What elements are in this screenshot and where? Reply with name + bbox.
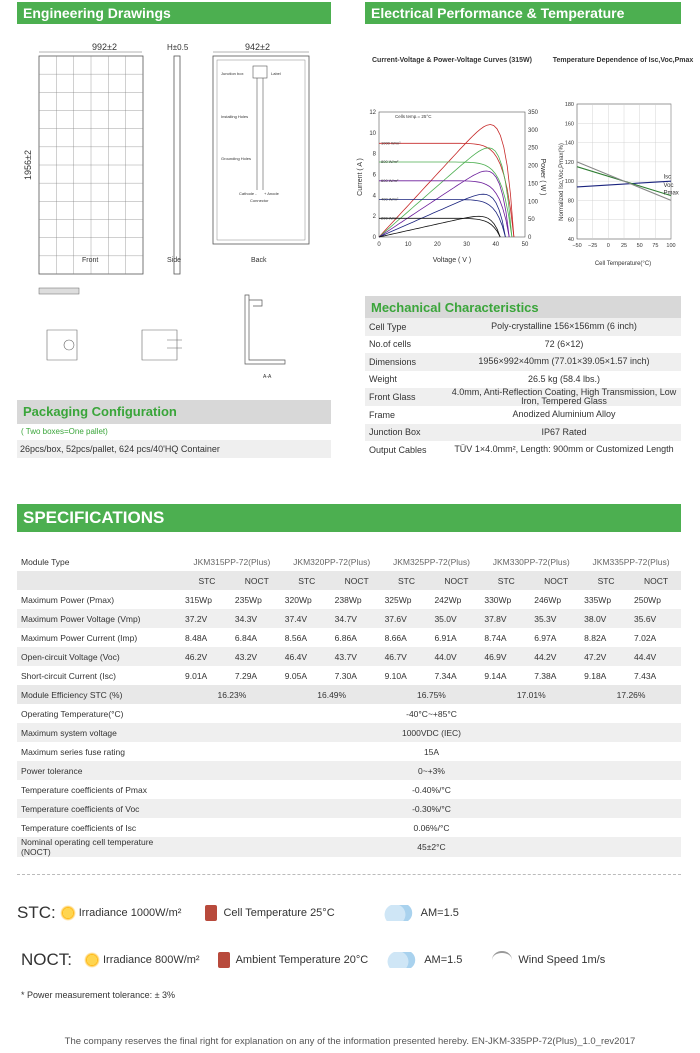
stc-col: STC (581, 571, 631, 590)
side-label: Side (167, 257, 182, 264)
depth-dimension: H±0.5 (167, 43, 189, 52)
mech-key: Frame (369, 409, 396, 420)
mech-row (365, 371, 681, 389)
spec-value: 9.14A (484, 670, 507, 681)
efficiency-value: 17.26% (581, 685, 681, 704)
spec-value: 7.34A (434, 670, 457, 681)
spec-key: Maximum Power Current (Imp) (21, 632, 138, 643)
mech-value: Poly-crystalline 156×156mm (6 inch) (447, 318, 681, 336)
mech-value: IP67 Rated (447, 424, 681, 442)
spec-value: 238Wp (334, 594, 362, 605)
junction-box-label: Junction box (221, 71, 244, 76)
spec-key: Maximum Power Voltage (Vmp) (17, 609, 182, 628)
mech-key: Output Cables (369, 444, 427, 455)
specifications-table (17, 552, 681, 857)
spec-value: 37.6V (382, 609, 432, 628)
iv-y-left-label: Current ( A ) (357, 158, 364, 196)
spec-value: 9.18A (584, 670, 607, 681)
spec-value: 8.66A (384, 632, 407, 643)
specifications-header: SPECIFICATIONS (17, 504, 681, 532)
irradiance-label: 600 W/m² (381, 177, 399, 183)
spec-value: 43.2V (232, 647, 282, 666)
spec-value: 8.56A (284, 632, 307, 643)
mech-row (365, 336, 681, 354)
stc-am: AM=1.5 (420, 907, 459, 919)
temp-y-tick: 40 (567, 237, 574, 243)
spec-value: 44.2V (531, 647, 581, 666)
spec-common-value: -0.40%/°C (412, 784, 451, 795)
mech-key: No.of cells (369, 339, 412, 350)
spec-common-value: 0.06%/°C (413, 822, 450, 833)
model-name: JKM315PP-72(Plus) (193, 556, 271, 567)
mechanical-table (365, 318, 681, 459)
spec-value: 9.05A (284, 670, 307, 681)
spec-value: 9.10A (384, 670, 407, 681)
mech-value: 26.5 kg (58.4 lbs.) (527, 373, 601, 384)
iv-y-right-tick: 350 (528, 110, 539, 116)
noct-col: NOCT (531, 571, 581, 590)
height-dimension: 1956±2 (23, 150, 33, 180)
mech-value: 1956×992×40mm (77.01×39.05×1.57 inch) (447, 353, 681, 371)
irradiance-label: 200 W/m² (381, 215, 399, 221)
spec-value: 35.0V (431, 609, 481, 628)
temp-y-tick: 100 (564, 179, 574, 186)
spec-common-value: 45±2°C (182, 837, 681, 857)
spec-common-row (17, 742, 681, 761)
spec-common-row (17, 799, 681, 818)
temp-series-label: Pmax (663, 190, 679, 197)
noct-col: NOCT (631, 571, 681, 590)
iv-y-right-tick: 150 (528, 181, 539, 188)
mech-row (365, 388, 681, 406)
temp-x-tick: 25 (620, 243, 628, 249)
noct-am: AM=1.5 (424, 954, 463, 966)
spec-value: 34.7V (332, 609, 382, 628)
spec-value: 35.3V (531, 609, 581, 628)
iv-y-left-tick: 4 (372, 193, 376, 200)
stc-conditions (17, 903, 459, 923)
efficiency-value: 16.75% (382, 685, 482, 704)
footer-disclaimer: The company reserves the final right for explanation on any of the information presented hereby. EN-JKM-335PP-72(Plus)_1.0_rev2017 (64, 1036, 636, 1047)
cloud-icon (383, 905, 413, 921)
stc-col: STC (382, 571, 432, 590)
mech-row (365, 441, 681, 459)
spec-value: 242Wp (434, 594, 462, 605)
mech-key: Junction Box (365, 424, 447, 442)
mech-key: Dimensions (365, 353, 447, 371)
spec-common-row (17, 704, 681, 723)
spec-value: 38.0V (581, 609, 631, 628)
spec-value: 9.01A (185, 670, 208, 681)
iv-y-left-tick: 12 (369, 110, 376, 116)
iv-y-left-tick: 6 (372, 172, 376, 179)
cathode-label: Cathode - (239, 191, 257, 196)
noct-conditions (21, 950, 605, 970)
iv-x-label: Voltage ( V ) (432, 257, 472, 264)
model-name: JKM325PP-72(Plus) (392, 556, 470, 567)
iv-y-left-tick: 2 (372, 214, 376, 221)
spec-value: 7.38A (534, 670, 557, 681)
spec-value: 7.43A (634, 670, 657, 681)
spec-value: 44.4V (631, 647, 681, 666)
mech-row (365, 406, 681, 424)
engineering-drawings (17, 30, 331, 400)
spec-common-value: 15A (423, 746, 440, 757)
engineering-drawings-header: Engineering Drawings (17, 2, 331, 24)
iv-y-left-tick: 0 (372, 235, 376, 241)
spec-value: 8.74A (484, 632, 507, 643)
spec-key: Nominal operating cell temperature (NOCT) (17, 837, 182, 857)
packaging-note: ( Two boxes=One pallet) (21, 427, 108, 436)
iv-x-tick: 40 (492, 242, 500, 248)
label-callout: Label (271, 71, 281, 76)
spec-common-row (17, 761, 681, 780)
efficiency-value: 17.01% (481, 685, 581, 704)
spec-value: 250Wp (634, 594, 661, 605)
mech-value: TÜV 1×4.0mm², Length: 900mm or Customized Length (454, 444, 674, 455)
spec-value: 7.02A (634, 632, 657, 643)
spec-key: Maximum system voltage (17, 723, 182, 742)
thermometer-icon (205, 905, 217, 921)
spec-key: Temperature coefficients of Voc (17, 799, 182, 818)
noct-col: NOCT (431, 571, 481, 590)
iv-y-right-tick: 300 (528, 127, 539, 134)
thermometer-icon (218, 952, 230, 968)
temperature-dependence-chart (552, 52, 694, 267)
spec-row (17, 647, 681, 666)
spec-value: 6.97A (534, 632, 557, 643)
spec-value: 325Wp (384, 594, 412, 605)
spec-value: 246Wp (534, 594, 562, 605)
spec-key: Power tolerance (17, 761, 182, 780)
stc-col: STC (282, 571, 332, 590)
temp-x-tick: 100 (666, 243, 676, 249)
frame-detail (39, 288, 285, 380)
spec-value: 7.29A (234, 670, 258, 681)
tolerance-text: Power measurement tolerance: ± 3% (27, 990, 176, 1000)
spec-value: 46.4V (282, 647, 332, 666)
stc-cell-temp: Cell Temperature 25°C (223, 907, 335, 919)
temp-y-tick: 60 (567, 217, 574, 224)
iv-y-right-tick: 200 (528, 163, 539, 170)
model-name: JKM335PP-72(Plus) (592, 556, 670, 567)
temp-series-label: Isc (663, 174, 672, 181)
iv-y-right-tick: 0 (528, 235, 532, 241)
spec-value: 6.91A (434, 632, 457, 643)
spec-value: 46.7V (382, 647, 432, 666)
spec-value: 8.48A (185, 632, 208, 643)
back-width-dimension: 942±2 (245, 42, 270, 52)
spec-common-value: 0~+3% (182, 761, 681, 780)
iv-y-left-tick: 10 (369, 130, 376, 137)
spec-key: Maximum series fuse rating (21, 746, 125, 757)
spec-row (17, 609, 681, 628)
noct-irradiance: Irradiance 800W/m² (103, 954, 200, 966)
spec-value: 37.2V (182, 609, 232, 628)
sun-icon (60, 905, 76, 921)
spec-value: 335Wp (584, 594, 612, 605)
efficiency-row (17, 685, 681, 704)
spec-value: 46.2V (182, 647, 232, 666)
temp-x-tick: −50 (572, 243, 582, 249)
section-label: A-A (263, 374, 272, 380)
back-view (213, 42, 309, 264)
iv-x-tick: 10 (404, 242, 412, 248)
iv-x-tick: 0 (377, 242, 381, 248)
temp-y-tick: 120 (564, 159, 574, 166)
efficiency-value: 16.23% (182, 685, 282, 704)
iv-chart-title: Current-Voltage & Power-Voltage Curves (315W) (372, 57, 532, 64)
temp-y-tick: 140 (564, 140, 574, 147)
stc-col: STC (481, 571, 531, 590)
model-name: JKM330PP-72(Plus) (492, 556, 570, 567)
mech-value: Anodized Aluminium Alloy (512, 409, 616, 420)
spec-common-value: -0.30%/°C (182, 799, 681, 818)
back-label: Back (251, 257, 267, 264)
temp-y-label: Normalized Isc,Voc,Pmax(%) (559, 143, 565, 221)
mech-key: Front Glass (365, 388, 447, 406)
iv-y-right-tick: 250 (528, 145, 539, 152)
noct-ambient-temp: Ambient Temperature 20°C (235, 954, 369, 966)
mech-value: 72 (6×12) (544, 338, 584, 349)
module-type-label: Module Type (21, 556, 70, 567)
spec-value: 46.9V (481, 647, 531, 666)
noct-wind-speed: Wind Speed 1m/s (518, 954, 606, 966)
noct-label: NOCT: (21, 950, 72, 969)
electrical-performance-header: Electrical Performance & Temperature Dependence (365, 2, 681, 24)
mech-row (365, 318, 681, 336)
stc-irradiance: Irradiance 1000W/m² (78, 907, 182, 919)
front-label: Front (82, 257, 99, 264)
front-view (23, 42, 143, 274)
conditions-divider (17, 874, 681, 875)
side-view (167, 43, 189, 274)
spec-value: 47.2V (581, 647, 631, 666)
tolerance-note: * Power measurement tolerance: ± 3% (21, 990, 176, 1000)
spec-condition-row (17, 571, 681, 590)
spec-common-row (17, 780, 681, 799)
spec-common-row (17, 723, 681, 742)
temp-y-tick: 80 (567, 198, 574, 205)
stc-label: STC: (17, 903, 56, 922)
mech-row (365, 353, 681, 371)
spec-value: 37.8V (481, 609, 531, 628)
temp-x-tick: 75 (652, 243, 659, 249)
grounding-holes-label: Grounding Holes (221, 156, 252, 161)
iv-x-tick: 30 (463, 242, 470, 248)
temp-y-tick: 160 (564, 121, 574, 128)
irradiance-label: 400 W/m² (381, 196, 399, 202)
spec-row (17, 590, 681, 609)
wind-icon (492, 951, 512, 969)
spec-key: Maximum Power (Pmax) (21, 594, 115, 605)
iv-y-left-tick: 8 (372, 151, 376, 158)
spec-row (17, 628, 681, 647)
spec-key: Temperature coefficients of Isc (21, 822, 137, 833)
spec-value: 6.86A (334, 632, 357, 643)
mech-value: 4.0mm, Anti-Reflection Coating, High Transmission, Low Iron, Tempered Glass (447, 388, 681, 406)
iv-y-right-tick: 100 (528, 199, 539, 206)
temp-chart-title: Temperature Dependence of Isc,Voc,Pmax (552, 57, 694, 64)
spec-row (17, 666, 681, 685)
spec-common-value: -40°C~+85°C (406, 708, 457, 719)
spec-model-row (17, 552, 681, 571)
spec-value: 7.30A (334, 670, 357, 681)
anode-label: + Anode (264, 191, 279, 196)
model-name: JKM320PP-72(Plus) (293, 556, 371, 567)
spec-common-row (17, 837, 681, 857)
temp-x-tick: −25 (587, 243, 598, 249)
irradiance-label: 1000 W/m² (381, 140, 401, 146)
temp-x-tick: 50 (636, 243, 643, 249)
spec-value: 37.4V (282, 609, 332, 628)
iv-curve-chart (355, 52, 545, 267)
spec-value: 44.0V (431, 647, 481, 666)
temp-y-tick: 180 (564, 102, 574, 108)
mech-row (365, 424, 681, 442)
spec-key: Module Efficiency STC (%) (17, 685, 182, 704)
spec-value: 35.6V (631, 609, 681, 628)
stc-col: STC (182, 571, 232, 590)
mech-key: Cell Type (365, 318, 447, 336)
spec-common-value: 1000VDC (IEC) (182, 723, 681, 742)
iv-x-tick: 50 (521, 242, 529, 248)
installing-holes-label: Installing Holes (221, 114, 249, 119)
spec-key: Operating Temperature(°C) (21, 708, 124, 719)
iv-y-right-label: Power ( W ) (539, 158, 546, 196)
width-dimension: 992±2 (92, 42, 117, 52)
noct-col: NOCT (232, 571, 282, 590)
spec-key: Open-circuit Voltage (Voc) (17, 647, 182, 666)
connector-label: Connector (250, 198, 269, 203)
iv-x-tick: 20 (434, 242, 441, 248)
spec-value: 315Wp (185, 594, 212, 605)
packaging-header: Packaging Configuration (17, 400, 331, 424)
irradiance-label: 800 W/m² (381, 159, 399, 164)
spec-value: 330Wp (484, 594, 512, 605)
packaging-text: 26pcs/box, 52pcs/pallet, 624 pcs/40'HQ Container (17, 440, 331, 458)
spec-key: Temperature coefficients of Pmax (21, 784, 147, 795)
noct-col: NOCT (332, 571, 382, 590)
cloud-icon (386, 952, 416, 968)
spec-value: 43.7V (332, 647, 382, 666)
temp-x-tick: 0 (606, 243, 610, 249)
spec-value: 6.84A (234, 632, 258, 643)
spec-common-row (17, 818, 681, 837)
iv-annotation: Cells temp.= 25°C (395, 114, 432, 119)
efficiency-value: 16.49% (282, 685, 382, 704)
temp-series-label: Voc (663, 182, 674, 189)
spec-value: 320Wp (284, 594, 312, 605)
mechanical-header: Mechanical Characteristics (365, 296, 681, 320)
spec-value: 235Wp (234, 594, 262, 605)
spec-value: 34.3V (232, 609, 282, 628)
sun-icon (84, 952, 100, 968)
spec-key: Short-circuit Current (Isc) (21, 670, 116, 681)
iv-y-right-tick: 50 (528, 217, 535, 224)
temp-x-label: Cell Temperature(°C) (594, 261, 652, 267)
mech-key: Weight (369, 374, 397, 385)
spec-value: 8.82A (584, 632, 607, 643)
